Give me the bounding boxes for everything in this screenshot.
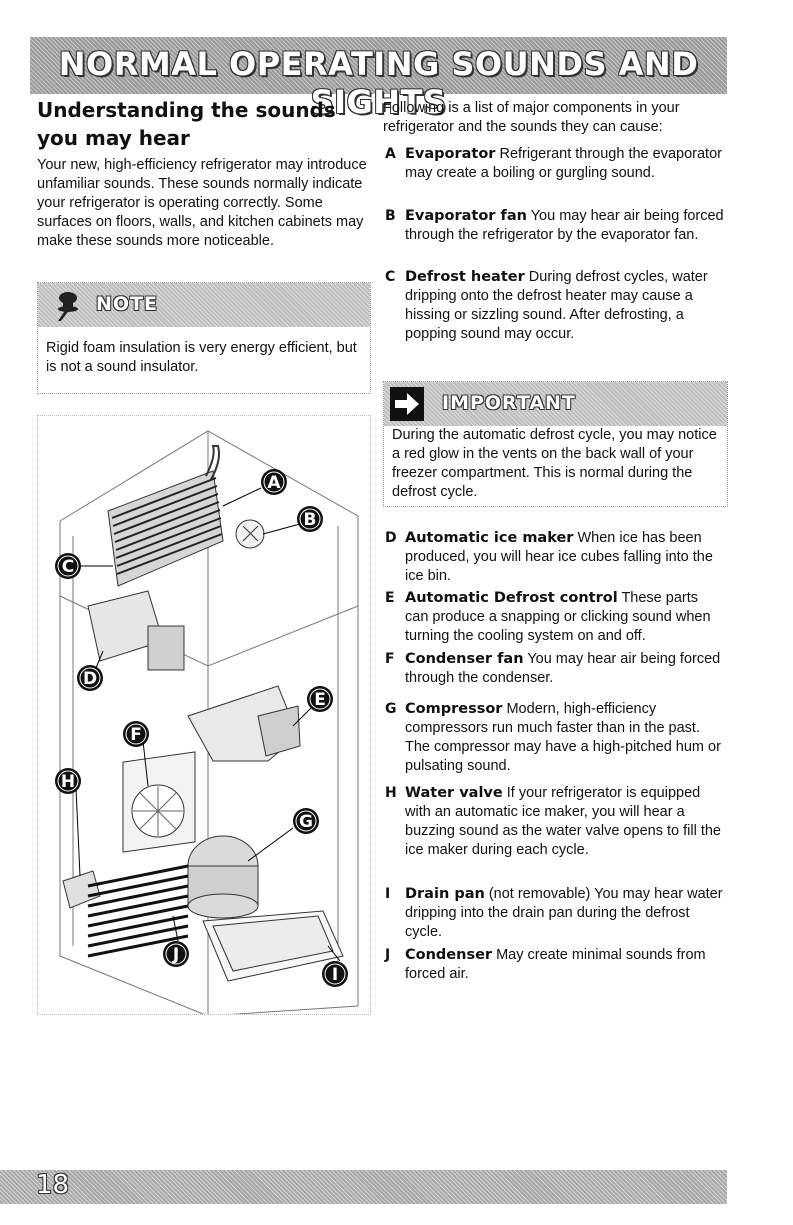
item-letter: D: [385, 530, 397, 546]
evaporator-coils: [108, 446, 223, 586]
note-title: NOTE: [96, 293, 158, 315]
callout-b-label: B: [303, 510, 317, 530]
refrigerator-diagram: [37, 415, 371, 1015]
item-text: During defrost cycles, water dripping onto the defrost heater may cause a hissing or sizzling sound. After defrosting, a popping sound may occur.: [405, 269, 708, 342]
footer-bar: [0, 1170, 727, 1204]
item-name: Condenser fan: [405, 651, 524, 667]
item-name: Water valve: [405, 785, 503, 801]
drain-pan: [203, 911, 343, 981]
item-text: Refrigerant through the evaporator may create a boiling or gurgling sound.: [405, 146, 722, 181]
callout-i-label: I: [331, 965, 339, 985]
item-text: May create minimal sounds from forced air.: [405, 947, 706, 982]
item-text: If your refrigerator is equipped with an automatic ice maker, you will hear a buzzing sound as the water valve opens to fill the ice maker during each cycle.: [405, 785, 721, 858]
note-text: Rigid foam insulation is very energy efficient, but is not a sound insulator.: [46, 340, 357, 375]
ice-maker: [88, 591, 184, 670]
callout-c-label: C: [61, 557, 75, 577]
important-title: IMPORTANT: [442, 392, 576, 414]
callout-e-label: E: [314, 690, 326, 710]
item-text: These parts can produce a snapping or clicking sound when turning the cooling system on and off.: [405, 590, 711, 644]
callout-d-label: D: [82, 669, 98, 689]
important-text: During the automatic defrost cycle, you may notice a red glow in the vents on the back wall of your freezer compartment. This is normal during the defrost cycle.: [392, 427, 717, 500]
callout-a-label: A: [267, 473, 281, 493]
components-intro: Following is a list of major components in your refrigerator and the sounds they can cause:: [383, 100, 680, 135]
diagram-illustration: [38, 416, 370, 1014]
callout-f-label: F: [130, 725, 142, 745]
item-name: Automatic Defrost control: [405, 590, 618, 606]
item-letter: E: [385, 590, 395, 606]
defrost-control: [188, 686, 300, 761]
callout-j-label: J: [172, 945, 180, 965]
item-text: Modern, high-efficiency compressors run much faster than in the past. The compressor may have a high-pitched hum or pulsating sound.: [405, 701, 721, 774]
item-letter: C: [385, 269, 396, 285]
arrow-right-icon: [390, 387, 424, 421]
item-text: You may hear air being forced through the refrigerator by the evaporator fan.: [405, 208, 724, 243]
item-name: Evaporator fan: [405, 208, 527, 224]
water-valve: [63, 871, 100, 908]
item-letter: G: [385, 701, 397, 717]
compressor: [188, 836, 258, 918]
item-name: Compressor: [405, 701, 503, 717]
item-name: Evaporator: [405, 146, 496, 162]
intro-paragraph: Your new, high-efficiency refrigerator may introduce unfamiliar sounds. These sounds normally indicate your refrigerator is operating correctly. Some surfaces on floors, walls, and kitchen cabinets may make these sounds more noticeable.: [37, 157, 367, 249]
page-title: NORMAL OPERATING SOUNDS AND SIGHTS: [58, 45, 699, 121]
condenser-fan: [123, 752, 195, 852]
section-heading: Understanding the sounds you may hear: [37, 98, 336, 150]
item-name: Defrost heater: [405, 269, 525, 285]
page-number: 18: [36, 1170, 70, 1200]
item-name: Drain pan: [405, 886, 485, 902]
callout-g-label: G: [299, 812, 313, 832]
item-letter: H: [385, 785, 397, 801]
important-box: [383, 381, 728, 507]
pushpin-icon: [52, 289, 82, 323]
item-name: Automatic ice maker: [405, 530, 574, 546]
item-letter: B: [385, 208, 396, 224]
item-letter: I: [385, 886, 391, 902]
item-text: You may hear air being forced through the condenser.: [405, 651, 721, 686]
item-name: Condenser: [405, 947, 493, 963]
item-letter: A: [385, 146, 396, 162]
item-text: When ice has been produced, you will hear ice cubes falling into the ice bin.: [405, 530, 713, 584]
important-header: [384, 382, 727, 426]
item-letter: F: [385, 651, 395, 667]
callout-h-label: H: [60, 772, 76, 792]
item-letter: J: [385, 947, 391, 963]
item-text: (not removable) You may hear water dripping into the drain pan during the defrost cycle.: [405, 886, 723, 940]
note-box: [37, 282, 371, 394]
evaporator-fan: [236, 520, 264, 548]
note-header: [38, 283, 370, 327]
